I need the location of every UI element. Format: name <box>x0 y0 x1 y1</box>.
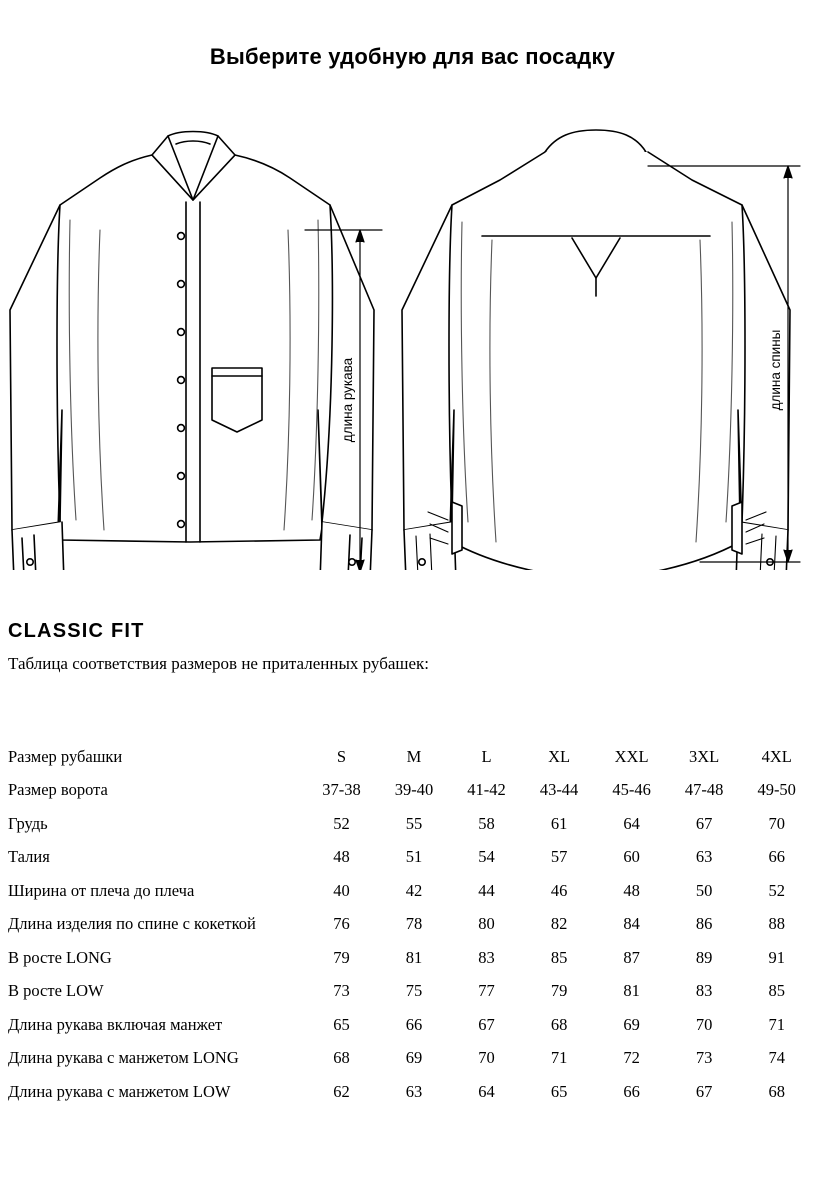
back-shirt-group <box>402 130 790 570</box>
row-label: Талия <box>8 847 50 867</box>
cell: 65 <box>333 1014 350 1034</box>
cell: 88 <box>768 914 785 934</box>
cell: 61 <box>550 813 568 833</box>
cell: 67 <box>695 1081 713 1101</box>
cell: 54 <box>478 847 495 867</box>
table-row <box>8 941 813 975</box>
table-header-label: Размер рубашки <box>8 746 123 766</box>
cell: 71 <box>550 1048 568 1068</box>
row-label: В росте LONG <box>8 947 112 967</box>
back-dimension-label: длина спины <box>768 329 783 411</box>
cell: 63 <box>695 847 713 867</box>
cell: 80 <box>478 914 495 934</box>
fit-subtitle: Таблица соответствия размеров не приталенных рубашек: <box>8 654 430 673</box>
cell: 57 <box>550 847 568 867</box>
row-label: Длина рукава включая манжет <box>8 1014 223 1034</box>
table-row <box>8 841 813 875</box>
cell: 87 <box>623 947 640 967</box>
cell: 81 <box>405 947 423 967</box>
row-label: Ширина от плеча до плеча <box>8 880 195 900</box>
cell: 83 <box>695 981 713 1001</box>
cell: 51 <box>405 847 423 867</box>
front-shirt-group <box>10 132 374 571</box>
cell: 43-44 <box>539 780 579 800</box>
cell: 73 <box>333 981 350 1001</box>
cell: 66 <box>768 847 785 867</box>
cell: 45-46 <box>612 780 651 800</box>
cell: 52 <box>333 813 350 833</box>
cell: 64 <box>623 813 640 833</box>
cell: 84 <box>623 914 640 934</box>
row-label: Длина изделия по спине с кокеткой <box>8 914 256 934</box>
cell: 44 <box>478 880 495 900</box>
fit-title: CLASSIC FIT <box>8 620 145 642</box>
cell: 81 <box>623 981 640 1001</box>
cell: 86 <box>695 914 713 934</box>
table-header-row <box>8 740 813 774</box>
cell: 48 <box>333 847 350 867</box>
table-header-size: XXL <box>614 746 649 766</box>
table-header-size: S <box>336 746 347 766</box>
table-row <box>8 774 813 808</box>
cell: 41-42 <box>467 780 506 800</box>
cell: 64 <box>478 1081 495 1101</box>
cell: 69 <box>623 1014 640 1034</box>
cell: 39-40 <box>394 780 434 800</box>
cell: 77 <box>478 981 495 1001</box>
cell: 78 <box>405 914 423 934</box>
table-row <box>8 1008 813 1042</box>
table-row <box>8 908 813 942</box>
row-label: В росте LOW <box>8 981 104 1001</box>
cell: 70 <box>768 813 785 833</box>
cell: 66 <box>623 1081 640 1101</box>
table-header-size: XL <box>548 746 571 766</box>
front-dimension-label: длина рукава <box>340 357 355 443</box>
row-label: Длина рукава с манжетом LOW <box>8 1081 231 1101</box>
size-table <box>8 740 813 1109</box>
table-row <box>8 975 813 1009</box>
cell: 42 <box>405 880 423 900</box>
cell: 69 <box>405 1048 423 1068</box>
cell: 75 <box>405 981 423 1001</box>
cell: 70 <box>695 1014 713 1034</box>
row-label: Грудь <box>8 813 48 833</box>
cell: 71 <box>768 1014 785 1034</box>
cell: 85 <box>550 947 568 967</box>
cell: 85 <box>768 981 785 1001</box>
cell: 76 <box>333 914 350 934</box>
cell: 72 <box>623 1048 640 1068</box>
cell: 50 <box>695 880 713 900</box>
cell: 65 <box>550 1081 568 1101</box>
cell: 63 <box>405 1081 423 1101</box>
cell: 55 <box>405 813 423 833</box>
cell: 67 <box>478 1014 495 1034</box>
table-header-size: 4XL <box>761 746 792 766</box>
table-row <box>8 807 813 841</box>
shirt-illustration <box>0 110 825 570</box>
cell: 67 <box>695 813 713 833</box>
cell: 68 <box>768 1081 785 1101</box>
cell: 89 <box>695 947 713 967</box>
cell: 68 <box>550 1014 568 1034</box>
cell: 82 <box>550 914 568 934</box>
table-header-size: 3XL <box>689 746 720 766</box>
cell: 60 <box>623 847 640 867</box>
cell: 66 <box>405 1014 423 1034</box>
cell: 83 <box>478 947 495 967</box>
row-label: Размер ворота <box>8 780 108 800</box>
table-header-size: M <box>406 746 422 766</box>
cell: 46 <box>550 880 568 900</box>
row-label: Длина рукава с манжетом LONG <box>8 1048 239 1068</box>
cell: 47-48 <box>684 780 724 800</box>
cell: 73 <box>695 1048 713 1068</box>
cell: 68 <box>333 1048 350 1068</box>
cell: 62 <box>333 1081 350 1101</box>
table-row <box>8 1042 813 1076</box>
page-title: Выберите удобную для вас посадку <box>209 44 616 69</box>
cell: 58 <box>478 813 495 833</box>
cell: 70 <box>478 1048 495 1068</box>
cell: 52 <box>768 880 785 900</box>
table-row <box>8 1075 813 1109</box>
cell: 48 <box>623 880 640 900</box>
cell: 49-50 <box>757 780 796 800</box>
cell: 91 <box>768 947 785 967</box>
cell: 40 <box>333 880 350 900</box>
cell: 74 <box>768 1048 785 1068</box>
table-row <box>8 874 813 908</box>
table-header-size: L <box>481 746 492 766</box>
cell: 37-38 <box>322 780 361 800</box>
cell: 79 <box>333 947 350 967</box>
cell: 79 <box>550 981 568 1001</box>
